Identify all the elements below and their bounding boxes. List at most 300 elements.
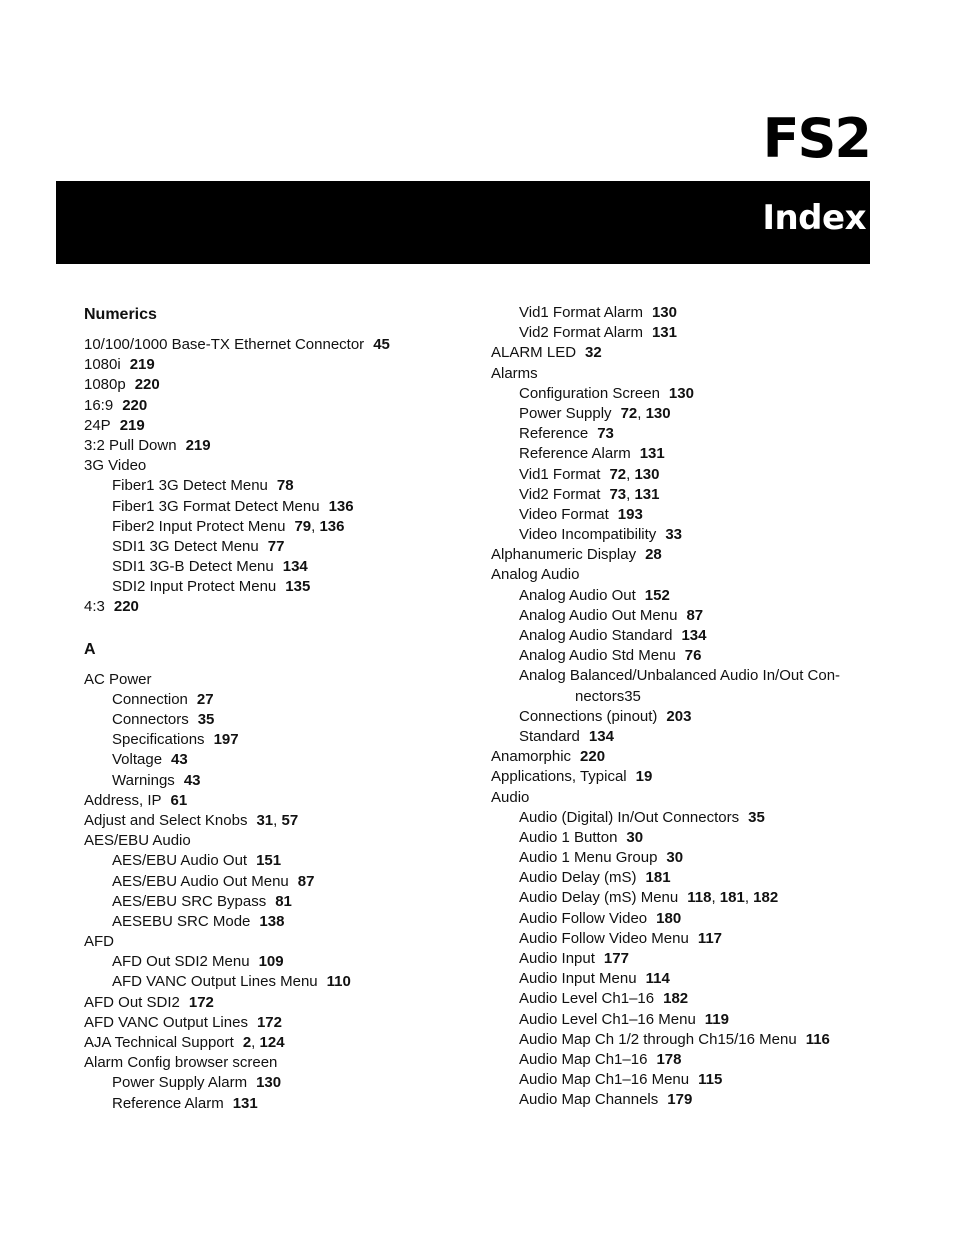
page-references (277, 477, 294, 494)
page-number: 193 (617, 505, 643, 523)
index-term: Analog Audio Std Menu (519, 647, 676, 665)
index-term: Audio Map Ch1–16 (519, 1050, 648, 1068)
index-subentry (84, 710, 466, 730)
index-subentry (84, 1073, 466, 1093)
index-term: Applications, Typical (491, 768, 627, 786)
index-subentry (491, 525, 873, 545)
index-subentry (84, 557, 466, 577)
page-number: 182 (663, 990, 689, 1008)
index-subentry (84, 690, 466, 710)
page-references (618, 506, 643, 523)
page-number: 172 (256, 1013, 282, 1031)
page-references (329, 498, 354, 515)
page-references (198, 711, 215, 728)
page-references (685, 647, 702, 664)
index-entry (84, 1013, 466, 1033)
page-references (283, 558, 308, 575)
page-references: 2, 124 (242, 1034, 285, 1051)
page-number: 220 (113, 598, 139, 616)
page-number: 220 (122, 396, 148, 414)
page-number: 30 (626, 828, 644, 846)
index-term: AES/EBU SRC Bypass (112, 892, 267, 910)
page-number: 35 (624, 687, 641, 705)
index-term: Analog Audio (491, 566, 580, 584)
index-list-numerics (84, 335, 466, 618)
brand-logo: FS2 (762, 107, 870, 170)
page-number: 151 (256, 852, 282, 870)
page-references (373, 336, 390, 353)
index-subentry (84, 730, 466, 750)
page-number: 72 (609, 465, 627, 483)
index-subentry (84, 517, 466, 537)
index-list-right (491, 303, 873, 1111)
index-entry (491, 788, 873, 808)
index-entry (491, 565, 873, 585)
page-number: 136 (319, 517, 345, 535)
page-references: 118, 181, 182 (687, 889, 779, 907)
index-term: Vid2 Format (519, 485, 601, 503)
page-number: 33 (665, 526, 682, 544)
page-number: 78 (276, 477, 294, 495)
page-number: 134 (588, 727, 614, 745)
index-subentry (491, 727, 873, 747)
page-number: 219 (185, 436, 211, 454)
page-number: 131 (232, 1094, 258, 1112)
page-number: 130 (634, 465, 660, 483)
index-subentry (84, 952, 466, 972)
page-number: 203 (666, 707, 692, 725)
page-number: 119 (704, 1010, 729, 1028)
page-references (652, 324, 677, 341)
page-references (597, 425, 614, 442)
index-term: Vid1 Format (519, 465, 601, 483)
page-number: 114 (645, 970, 670, 988)
index-term: Fiber1 3G Format Detect Menu (112, 497, 320, 515)
index-term: Reference (519, 425, 589, 443)
page-number: 219 (119, 416, 145, 434)
page-number: 134 (681, 627, 707, 644)
index-term: Audio Level Ch1–16 (519, 990, 655, 1008)
page-references (171, 792, 188, 809)
index-term: Alarms (491, 364, 538, 382)
page-number: 219 (129, 356, 155, 374)
index-entry (84, 670, 466, 690)
index-term: Reference Alarm (112, 1094, 224, 1112)
index-term: Power Supply Alarm (112, 1074, 248, 1092)
index-list-a (84, 670, 466, 1114)
page-references (585, 344, 602, 361)
page-number: 57 (281, 811, 299, 829)
page-number: 73 (609, 485, 627, 503)
index-subentry (491, 929, 873, 949)
index-term: AC Power (84, 670, 152, 688)
index-term: AES/EBU Audio Out (112, 852, 248, 870)
page-references (259, 953, 284, 970)
index-term: 4:3 (84, 598, 105, 616)
index-subentry (491, 626, 873, 646)
index-term: 3G Video (84, 457, 147, 475)
page-number: 124 (259, 1034, 285, 1051)
index-subentry (491, 323, 873, 343)
page-title: Index (762, 198, 866, 238)
page-references (257, 1014, 282, 1031)
index-subentry (84, 537, 466, 557)
index-entry (84, 375, 466, 395)
page-references (580, 748, 605, 765)
page-references (667, 1091, 692, 1108)
index-term: Audio (491, 788, 530, 806)
page-references (256, 852, 281, 869)
page-number: 73 (597, 425, 614, 443)
page-number: 35 (748, 808, 765, 826)
index-subentry (491, 465, 873, 485)
page-number: 220 (134, 376, 160, 394)
index-subentry (491, 384, 873, 404)
index-term: AFD Out SDI2 Menu (112, 953, 250, 971)
index-subentry (491, 485, 873, 505)
index-term: Vid2 Format Alarm (519, 324, 643, 342)
index-term: Audio Map Channels (519, 1091, 659, 1109)
page-references (275, 893, 292, 910)
page-number: 109 (258, 953, 284, 971)
index-term: Audio Input Menu (519, 970, 637, 988)
index-subentry (491, 949, 873, 969)
page-number: 116 (805, 1030, 830, 1048)
page-number: 182 (753, 889, 779, 907)
page-references (130, 356, 155, 373)
page-number: 31 (256, 811, 274, 829)
page-references (624, 688, 641, 705)
index-subentry (84, 1094, 466, 1114)
index-subentry (491, 1030, 873, 1050)
page-number: 43 (183, 771, 201, 789)
page-references (197, 691, 214, 708)
index-subentry (84, 872, 466, 892)
page-references: 31, 57 (256, 811, 299, 829)
index-term: Audio Map Ch1–16 Menu (519, 1071, 690, 1089)
index-subentry (491, 989, 873, 1009)
index-term: AJA Technical Support (84, 1034, 234, 1051)
index-subentry (491, 505, 873, 525)
index-term: Audio Delay (mS) Menu (519, 889, 679, 907)
page-number: 179 (667, 1091, 693, 1109)
page-references (666, 708, 691, 725)
index-term: 10/100/1000 Base-TX Ethernet Connector (84, 336, 365, 353)
index-subentry (491, 606, 873, 626)
page-number: 131 (651, 324, 677, 342)
page-references (669, 385, 694, 402)
page-references (259, 913, 284, 930)
index-term: 24P (84, 416, 111, 434)
page-references (663, 990, 688, 1007)
index-subentry (491, 1050, 873, 1070)
index-entry (84, 831, 466, 851)
index-term: Audio Follow Video (519, 909, 648, 927)
index-subentry (491, 646, 873, 666)
index-term: AFD VANC Output Lines Menu (112, 973, 318, 991)
index-term: SDI1 3G-B Detect Menu (112, 558, 274, 576)
index-subentry (491, 828, 873, 848)
page-number: 110 (326, 973, 351, 991)
index-subentry (491, 586, 873, 606)
page-number: 45 (373, 336, 390, 353)
page-references (327, 973, 351, 990)
index-term: 1080i (84, 356, 121, 374)
index-entry (84, 1033, 466, 1053)
index-term: Connection (112, 690, 188, 708)
page-number: 118 (687, 889, 712, 907)
page-references (640, 445, 665, 462)
index-entry (84, 932, 466, 952)
index-subentry (84, 771, 466, 791)
index-subentry (491, 1010, 873, 1030)
page-number: 32 (585, 344, 602, 362)
index-entry (84, 416, 466, 436)
page-number: 130 (645, 404, 671, 422)
section-heading-numerics: Numerics (84, 306, 157, 323)
page-number: 19 (635, 768, 653, 786)
page-number: 136 (328, 497, 354, 515)
page-number: 131 (634, 485, 660, 503)
page-number: 27 (196, 690, 214, 708)
page-number: 76 (684, 647, 702, 665)
page-references (604, 950, 629, 967)
page-references (645, 587, 670, 604)
page-references (656, 1051, 681, 1068)
page-number: 28 (645, 546, 662, 564)
index-term: Anamorphic (491, 748, 572, 766)
index-column-left (84, 303, 466, 1114)
page-number: 181 (719, 889, 745, 907)
index-term: Voltage (112, 751, 163, 769)
index-term: Fiber2 Input Protect Menu (112, 517, 286, 535)
index-subentry (84, 851, 466, 871)
index-term: Connections (pinout) (519, 707, 658, 725)
index-term: Audio 1 Menu Group (519, 849, 658, 867)
index-entry (84, 456, 466, 476)
page-number: 134 (282, 558, 308, 576)
page-number: 2 (242, 1034, 252, 1051)
index-term: SDI2 Input Protect Menu (112, 578, 277, 596)
page-references (665, 526, 682, 543)
index-term: Analog Audio Out (519, 586, 636, 604)
index-term: SDI1 3G Detect Menu (112, 537, 259, 555)
page-number: 197 (213, 731, 239, 749)
page-references (626, 829, 643, 846)
index-subentry (84, 972, 466, 992)
index-entry (84, 993, 466, 1013)
page-references (646, 869, 671, 886)
page-references (256, 1074, 281, 1091)
index-term: Audio Input (519, 950, 595, 967)
page-references (705, 1011, 729, 1028)
index-term: Audio Level Ch1–16 Menu (519, 1010, 696, 1028)
page-references (186, 437, 211, 454)
index-subentry (491, 687, 873, 707)
index-term: Video Incompatibility (519, 526, 657, 544)
page-number: 220 (580, 748, 606, 766)
index-subentry (84, 577, 466, 597)
page-number: 172 (188, 993, 214, 1011)
index-entry (84, 355, 466, 375)
index-banner (56, 181, 870, 264)
index-subentry (491, 666, 873, 686)
index-term: Power Supply (519, 404, 612, 422)
index-term: Video Format (519, 505, 609, 523)
page-number: 138 (259, 912, 285, 930)
index-entry (84, 436, 466, 456)
index-subentry (491, 909, 873, 929)
index-entry (491, 747, 873, 767)
index-subentry (491, 888, 873, 908)
index-subentry (491, 868, 873, 888)
index-subentry (491, 303, 873, 323)
index-entry (84, 396, 466, 416)
index-subentry (84, 476, 466, 496)
page-references (652, 304, 677, 321)
page-number: 131 (639, 445, 665, 463)
page-number: 35 (197, 711, 215, 728)
index-term: Analog Audio Out Menu (519, 606, 678, 624)
page-references (122, 397, 147, 414)
index-term: Audio (Digital) In/Out Connectors (519, 808, 740, 826)
page-references: 72, 130 (609, 465, 660, 483)
index-term: Connectors (112, 711, 189, 728)
index-subentry (84, 497, 466, 517)
index-subentry (84, 912, 466, 932)
page-references: 73, 131 (609, 485, 660, 503)
page-references (233, 1095, 258, 1112)
index-entry (491, 767, 873, 787)
page-references (135, 376, 160, 393)
page-number: 77 (267, 537, 285, 555)
index-term: Adjust and Select Knobs (84, 811, 248, 829)
index-term: Alarm Config browser screen (84, 1054, 278, 1072)
page-number: 30 (666, 849, 684, 867)
page-number: 135 (285, 578, 311, 596)
index-entry (491, 364, 873, 384)
page-references (656, 910, 681, 927)
page-number: 181 (645, 869, 671, 887)
page-number: 178 (656, 1050, 682, 1068)
index-subentry (491, 424, 873, 444)
index-term: Reference Alarm (519, 445, 631, 463)
index-term: Audio Follow Video Menu (519, 929, 689, 947)
page-number: 87 (297, 872, 315, 890)
index-subentry (491, 808, 873, 828)
index-term: Alphanumeric Display (491, 546, 637, 564)
page-number: 152 (644, 586, 670, 604)
index-term: AESEBU SRC Mode (112, 912, 251, 930)
index-term: Audio 1 Button (519, 828, 618, 846)
page-references (189, 994, 214, 1011)
page-references (214, 731, 239, 748)
page-references (748, 809, 765, 826)
index-subentry (491, 707, 873, 727)
page-number: 72 (620, 404, 638, 422)
page-number: 79 (294, 517, 312, 535)
page-references (681, 627, 706, 644)
page-references (114, 598, 139, 615)
index-term: Standard (519, 727, 580, 745)
index-term: Analog Balanced/Unbalanced Audio In/Out Con- (519, 667, 841, 685)
page-references (184, 772, 201, 789)
index-subentry (491, 848, 873, 868)
index-subentry (491, 444, 873, 464)
index-entry (84, 791, 466, 811)
index-term: AFD (84, 933, 114, 951)
page-number: 130 (651, 304, 677, 321)
index-subentry (491, 404, 873, 424)
index-term: Audio Map Ch 1/2 through Ch15/16 Menu (519, 1030, 797, 1048)
page-references (666, 849, 683, 866)
index-column-right (491, 303, 873, 1111)
index-term: Address, IP (84, 791, 162, 809)
index-term: 3:2 Pull Down (84, 436, 177, 454)
page-references (285, 578, 310, 595)
page-references (298, 873, 315, 890)
index-term: Warnings (112, 771, 175, 789)
index-entry (84, 597, 466, 617)
page-references (589, 728, 614, 745)
page-number: 61 (170, 791, 188, 809)
index-term: ALARM LED (491, 344, 577, 362)
page-number: 177 (603, 950, 629, 967)
index-entry (491, 343, 873, 363)
page-references (171, 751, 188, 768)
index-term: 1080p (84, 376, 126, 394)
page-number: 130 (256, 1074, 282, 1092)
page-references (268, 538, 285, 555)
index-term: Fiber1 3G Detect Menu (112, 477, 268, 495)
index-term: 16:9 (84, 396, 114, 414)
index-term: AFD Out SDI2 (84, 993, 180, 1011)
page-references (806, 1031, 830, 1048)
section-heading-a: A (84, 640, 96, 658)
index-entry (84, 335, 466, 355)
page-number: 81 (275, 892, 292, 910)
page-references (636, 768, 653, 785)
index-subentry (491, 1070, 873, 1090)
index-term: Specifications (112, 731, 205, 749)
page-references (120, 417, 145, 434)
index-subentry (491, 969, 873, 989)
index-term: Configuration Screen (519, 384, 660, 402)
page-references (686, 607, 703, 624)
index-term: AES/EBU Audio (84, 832, 191, 850)
page-number: 115 (698, 1071, 723, 1089)
index-entry (491, 545, 873, 565)
index-term: Audio Delay (mS) (519, 869, 637, 887)
page-number: 43 (171, 751, 188, 769)
page-number: 180 (656, 909, 682, 927)
index-term: Analog Audio Standard (519, 627, 673, 644)
page-references (646, 970, 670, 987)
page-references: 72, 130 (620, 404, 671, 422)
index-term: Vid1 Format Alarm (519, 304, 643, 321)
page-references (698, 930, 722, 947)
page-references (645, 546, 662, 563)
index-term: nectors (575, 687, 625, 705)
index-entry (84, 811, 466, 831)
page-references (698, 1071, 722, 1088)
index-term: AES/EBU Audio Out Menu (112, 872, 289, 890)
page-references: 79, 136 (294, 517, 345, 535)
index-subentry (491, 1090, 873, 1110)
index-subentry (84, 750, 466, 770)
page-number: 117 (697, 929, 723, 947)
page-number: 130 (668, 384, 694, 402)
